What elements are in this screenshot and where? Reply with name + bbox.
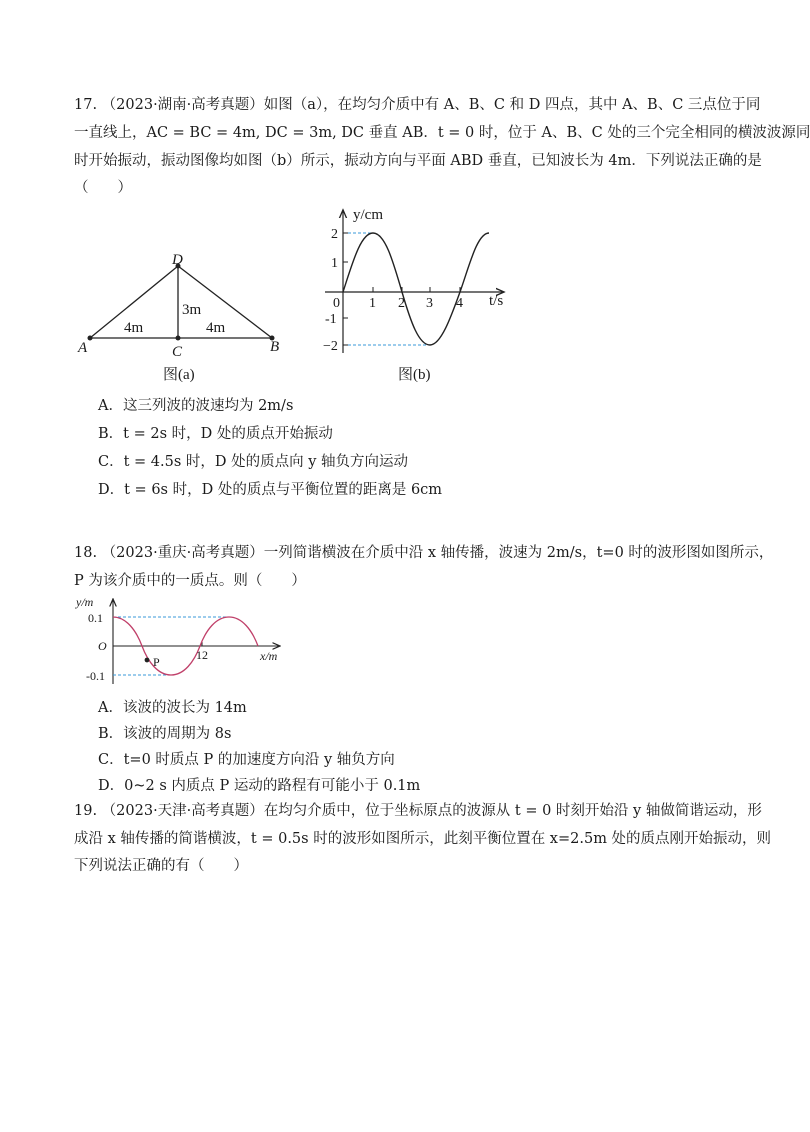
- q17-option-c: C．t = 4.5s 时，D 处的质点向 y 轴负方向运动: [98, 454, 409, 470]
- label-a: A: [78, 340, 88, 356]
- fig-ytop: 0.1: [88, 611, 103, 625]
- fig-xtick: 12: [196, 648, 208, 662]
- q19-line1: 19. （2023·天津·高考真题）在均匀介质中，位于坐标原点的波源从 t = 0 时刻开始沿 y 轴做简谐运动，形: [74, 803, 762, 819]
- label-ac-length: 4m: [124, 320, 144, 336]
- q17-figure-a-caption: 图(a): [163, 367, 195, 383]
- q17-figure-b-caption: 图(b): [398, 367, 431, 383]
- fig-b-xtick: 1: [369, 296, 376, 311]
- fig-b-xtick: 3: [426, 296, 433, 311]
- q17-line2: 一直线上，AC = BC = 4m, DC = 3m, DC 垂直 AB．t = 0 时，位于 A、B、C 处的三个完全相同的横波波源同: [74, 125, 810, 141]
- q17-line3: 时开始振动，振动图像均如图（b）所示，振动方向与平面 ABD 垂直，已知波长为 4m．下列说法正确的是: [74, 153, 762, 169]
- q17-option-d: D．t = 6s 时，D 处的质点与平衡位置的距离是 6cm: [98, 482, 443, 498]
- q17-figure-b: [305, 205, 520, 355]
- q18-option-b: B．该波的周期为 8s: [98, 726, 232, 742]
- fig-b-xlabel: t/s: [489, 293, 504, 309]
- q17-figure-a: [80, 248, 290, 363]
- label-c: C: [172, 344, 183, 360]
- fig-b-ylabel: y/cm: [353, 207, 383, 223]
- fig-origin: O: [98, 639, 107, 653]
- label-cb-length: 4m: [206, 320, 226, 336]
- q18-option-a: A．该波的波长为 14m: [98, 700, 247, 716]
- q17-option-b: B．t = 2s 时，D 处的质点开始振动: [98, 426, 333, 442]
- point-a-dot: [88, 336, 93, 341]
- fig-b-xtick: 2: [398, 296, 405, 311]
- fig-xlabel: x/m: [260, 649, 278, 663]
- q18-line2: P 为该介质中的一质点。则（ ）: [74, 573, 306, 589]
- fig-b-xtick: 4: [456, 296, 463, 311]
- q18-option-d: D．0~2 s 内质点 P 运动的路程有可能小于 0.1m: [98, 778, 421, 794]
- q19-line3: 下列说法正确的有（ ）: [74, 858, 248, 874]
- point-p-dot: [145, 658, 150, 663]
- q19-line2: 成沿 x 轴传播的简谐横波，t = 0.5s 时的波形如图所示，此刻平衡位置在 x=2.5m 处的质点刚开始振动，则: [74, 831, 772, 847]
- q18-option-c: C．t=0 时质点 P 的加速度方向沿 y 轴负方向: [98, 752, 395, 768]
- fig-ybottom: -0.1: [86, 669, 105, 683]
- q17-option-a: A．这三列波的波速均为 2m/s: [98, 398, 294, 414]
- vibration-curve: [343, 233, 489, 345]
- fig-point-p: P: [153, 655, 160, 669]
- q18-figure: [74, 592, 294, 687]
- label-dc-length: 3m: [182, 302, 202, 318]
- fig-b-ytick: 2: [331, 227, 338, 242]
- point-c-dot: [176, 336, 181, 341]
- q17-line1: 17. （2023·湖南·高考真题）如图（a），在均匀介质中有 A、B、C 和 D 四点，其中 A、B、C 三点位于同: [74, 97, 761, 113]
- fig-b-ytick: -1: [325, 312, 337, 327]
- label-d: D: [172, 252, 183, 268]
- q17-line4: （ ）: [74, 180, 132, 196]
- fig-b-origin: 0: [333, 296, 340, 311]
- fig-ylabel: y/m: [76, 595, 94, 609]
- fig-b-ytick: −2: [323, 339, 338, 354]
- fig-b-ytick: 1: [331, 256, 338, 271]
- label-b: B: [270, 339, 280, 355]
- q18-line1: 18. （2023·重庆·高考真题）一列简谐横波在介质中沿 x 轴传播，波速为 2m/s，t=0 时的波形图如图所示，: [74, 545, 774, 561]
